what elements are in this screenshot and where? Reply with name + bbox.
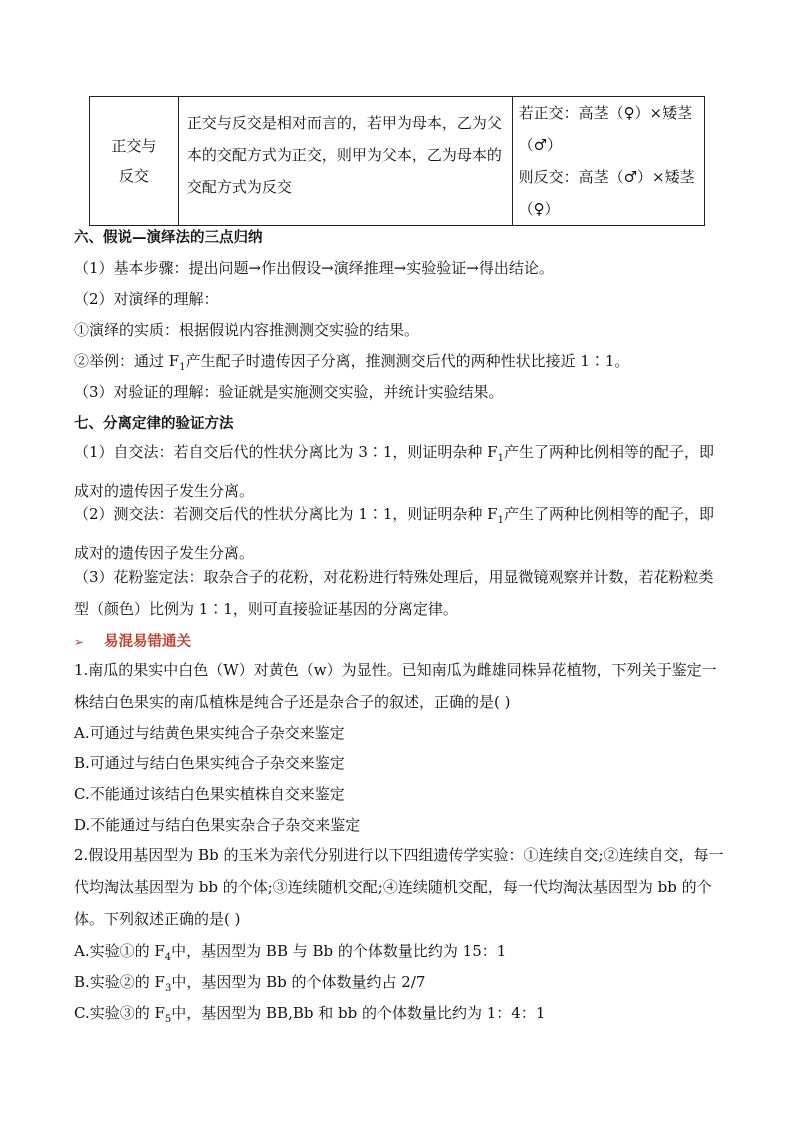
q1-option-d: D.不能通过与结白色果实杂合子杂交来鉴定	[74, 816, 361, 834]
table-row	[90, 97, 705, 226]
arrow-icon: ➢	[74, 635, 85, 649]
q2-a-subscript: 4	[164, 952, 172, 963]
q2-option-a	[74, 940, 506, 963]
q2-b-text-2: 中，基因型为 Bb 的个体数量约占 2/7	[171, 973, 426, 991]
question-1: 1.南瓜的果实中白色（W）对黄色（w）为显性。已知南瓜为雌雄同株异花植物，下列关于鉴定一株结白色果实的南瓜植株是纯合子还是杂合子的叙述，正确的是( )	[74, 661, 717, 711]
s6-paragraph-3: ①演绎的实质：根据假说内容推测测交实验的结果。	[74, 321, 420, 339]
term-text: 正交与反交	[111, 137, 157, 185]
q2-option-b	[74, 971, 425, 994]
example-cell	[512, 97, 704, 226]
s7-paragraph-2	[74, 498, 724, 569]
example-forward: 若正交：高茎（♀）×矮茎（♂）	[518, 104, 693, 154]
s6-paragraph-5: （3）对验证的理解：验证就是实施测交实验，并统计实验结果。	[74, 383, 504, 401]
s7-paragraph-1	[74, 436, 724, 507]
comparison-table	[89, 96, 705, 226]
s6-paragraph-4	[74, 350, 629, 373]
s7-p2-text-a: （2）测交法：若测交后代的性状分离比为 1∶1，则证明杂种 F	[74, 505, 498, 523]
section-7-heading: 七、分离定律的验证方法	[74, 416, 234, 432]
s6-paragraph-2: （2）对演绎的理解：	[74, 290, 219, 308]
q2-a-text-1: A.实验①的 F	[74, 942, 165, 960]
q2-option-c	[74, 1002, 545, 1025]
s7-p1-text-b: 产生了两种比例相等的配子，即成对的遗传因子发生分离。	[74, 443, 714, 500]
q2-a-text-2: 中，基因型为 BB 与 Bb 的个体数量比约为 15：1	[171, 942, 507, 960]
q1-option-c: C.不能通过该结白色果实植株自交来鉴定	[74, 785, 345, 803]
quiz-heading	[74, 630, 191, 651]
s7-p1-text-a: （1）自交法：若自交后代的性状分离比为 3∶1，则证明杂种 F	[74, 443, 498, 461]
q2-c-text-2: 中，基因型为 BB,Bb 和 bb 的个体数量比约为 1：4：1	[171, 1004, 546, 1022]
section-6-heading: 六、假说—演绎法的三点归纳	[74, 230, 263, 246]
s6-p4-subscript: 1	[179, 362, 186, 373]
q1-option-b: B.可通过与结白色果实纯合子杂交来鉴定	[74, 754, 345, 772]
s7-paragraph-3: （3）花粉鉴定法：取杂合子的花粉，对花粉进行特殊处理后，用显微镜观察并计数，若花粉粒类型（颜色）比例为 1∶1，则可直接验证基因的分离定律。	[74, 568, 714, 618]
q2-b-text-1: B.实验②的 F	[74, 973, 165, 991]
s6-p4-text-a: ②举例：通过 F	[74, 352, 180, 370]
s7-p2-text-b: 产生了两种比例相等的配子，即成对的遗传因子发生分离。	[74, 505, 714, 562]
q1-option-a: A.可通过与结黄色果实纯合子杂交来鉴定	[74, 724, 345, 742]
s7-p1-subscript: 1	[497, 453, 504, 464]
definition-cell: 正交与反交是相对而言的，若甲为母本，乙为父本的交配方式为正交，则甲为父本，乙为母本的交配方式为反交	[178, 97, 512, 226]
s6-p4-text-b: 产生配子时遗传因子分离，推测测交后代的两种性状比接近 1∶1。	[185, 352, 630, 370]
s7-p2-subscript: 1	[497, 515, 504, 526]
q2-b-subscript: 3	[164, 983, 172, 994]
q2-c-subscript: 5	[164, 1014, 172, 1025]
q2-c-text-1: C.实验③的 F	[74, 1004, 165, 1022]
question-2: 2.假设用基因型为 Bb 的玉米为亲代分别进行以下四组遗传学实验：①连续自交;②连续自交，每一代均淘汰基因型为 bb 的个体;③连续随机交配;④连续随机交配，每一代均淘汰基因型为 bb 的个体。下列叙述正确的是( )	[74, 846, 724, 928]
term-cell	[90, 97, 179, 226]
quiz-heading-text: 易混易错通关	[104, 634, 191, 650]
example-reverse: 则反交：高茎（♂）×矮茎（♀）	[518, 168, 695, 218]
s6-paragraph-1: （1）基本步骤：提出问题→作出假设→演绎推理→实验验证→得出结论。	[74, 259, 554, 277]
